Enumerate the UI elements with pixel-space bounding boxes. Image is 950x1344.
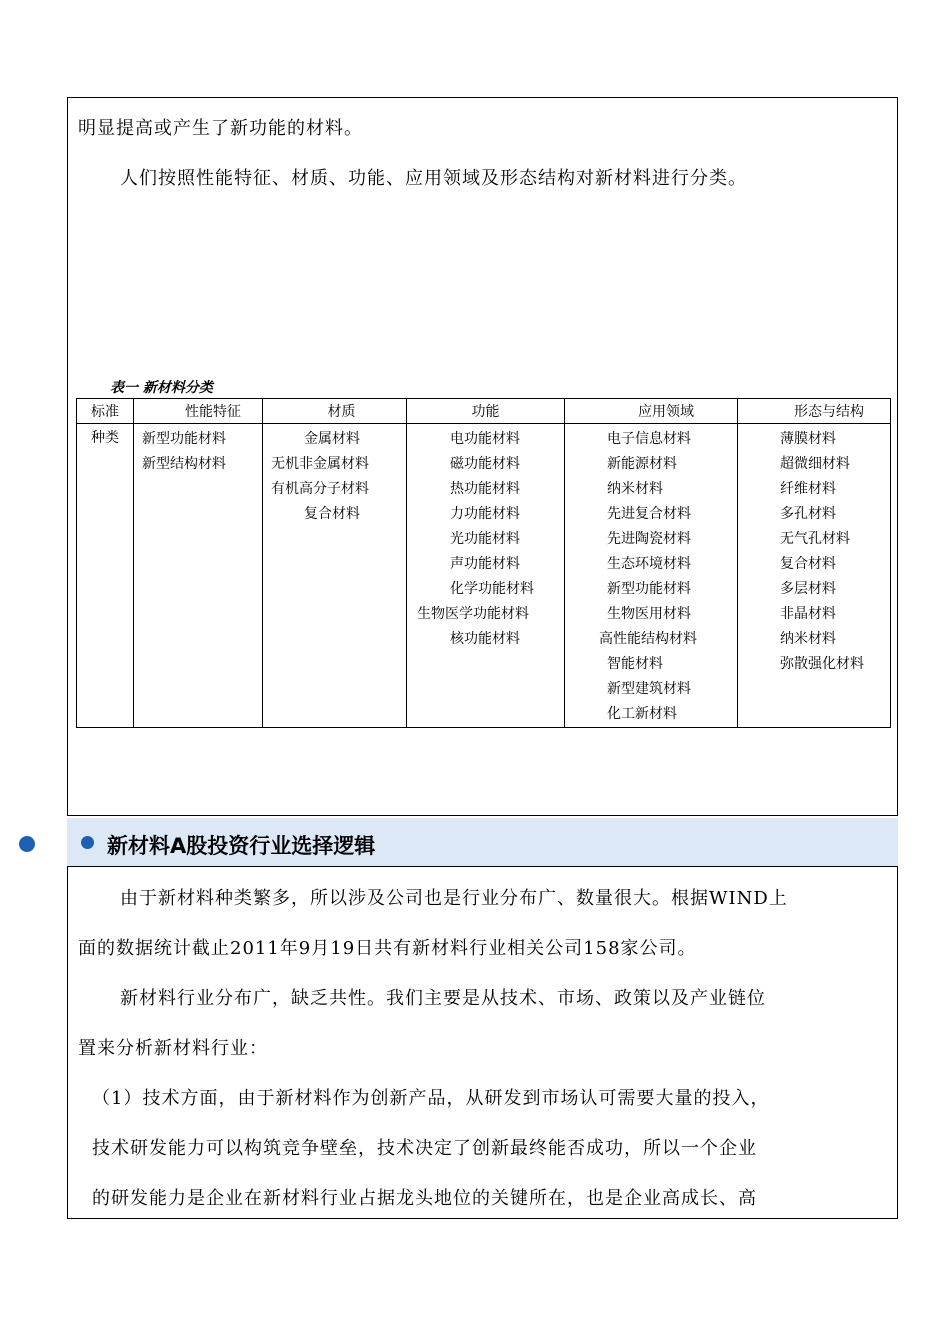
bullet-icon [81,836,94,849]
form-list [780,427,890,677]
list-item: 热功能材料 [450,481,520,497]
list-item: 高性能结构材料 [599,631,697,647]
list-item: 化工新材料 [607,706,677,722]
list-item: 弥散强化材料 [780,656,864,672]
material-list [271,427,406,527]
list-item: 新型结构材料 [142,456,226,472]
list-item: 多孔材料 [780,506,836,522]
body-line-3: 新材料行业分布广，缺乏共性。我们主要是从技术、市场、政策以及产业链位 [120,988,766,1009]
list-item: 新型功能材料 [607,581,691,597]
body-line-2: 面的数据统计截止2011年9月19日共有新材料行业相关公司158家公司。 [78,938,697,959]
header-application: 应用领域 [565,399,738,424]
header-performance: 性能特征 [134,399,263,424]
list-item: 磁功能材料 [450,456,520,472]
classification-table [76,398,891,728]
body-line-4: 置来分析新材料行业： [78,1038,268,1059]
list-item: 非晶材料 [780,606,836,622]
intro-line-1: 明显提高或产生了新功能的材料。 [78,118,363,139]
list-item: 光功能材料 [450,531,520,547]
list-item: 新型建筑材料 [607,681,691,697]
header-function: 功能 [407,399,565,424]
section-title: 新材料A股投资行业选择逻辑 [107,834,376,858]
list-item: 无气孔材料 [780,531,850,547]
list-item: 生物医用材料 [607,606,691,622]
list-item: 核功能材料 [450,631,520,647]
list-item: 纳米材料 [780,631,836,647]
list-item: 超微细材料 [780,456,850,472]
body-line-6: 技术研发能力可以构筑竞争壁垒，技术决定了创新最终能否成功，所以一个企业 [92,1138,757,1159]
list-item: 生态环境材料 [607,556,691,572]
list-item: 纤维材料 [780,481,836,497]
function-list [417,427,564,652]
section-header [67,818,898,866]
header-standard: 标准 [77,399,134,424]
header-form: 形态与结构 [738,399,891,424]
list-item: 生物医学功能材料 [417,606,529,622]
list-item: 多层材料 [780,581,836,597]
list-item: 先进复合材料 [607,506,691,522]
margin-bullet-icon [19,836,35,852]
body-line-7: 的研发能力是企业在新材料行业占据龙头地位的关键所在，也是企业高成长、高 [92,1188,757,1209]
list-item: 复合材料 [304,506,360,522]
row-label: 种类 [91,430,119,446]
performance-list [142,427,262,477]
list-item: 智能材料 [607,656,663,672]
list-item: 声功能材料 [450,556,520,572]
list-item: 新型功能材料 [142,431,226,447]
header-material: 材质 [263,399,407,424]
list-item: 金属材料 [304,431,360,447]
list-item: 新能源材料 [607,456,677,472]
table-caption: 表一 新材料分类 [110,380,213,396]
list-item: 力功能材料 [450,506,520,522]
list-item: 电功能材料 [450,431,520,447]
list-item: 化学功能材料 [450,581,534,597]
body-line-1: 由于新材料种类繁多，所以涉及公司也是行业分布广、数量很大。根据WIND上 [120,888,788,909]
list-item: 有机高分子材料 [271,481,369,497]
intro-line-2: 人们按照性能特征、材质、功能、应用领域及形态结构对新材料进行分类。 [120,168,747,189]
list-item: 纳米材料 [607,481,663,497]
list-item: 复合材料 [780,556,836,572]
body-line-5: （1）技术方面，由于新材料作为创新产品，从研发到市场认可需要大量的投入， [92,1088,770,1109]
application-list [599,427,737,727]
list-item: 无机非金属材料 [271,456,369,472]
list-item: 先进陶瓷材料 [607,531,691,547]
list-item: 薄膜材料 [780,431,836,447]
list-item: 电子信息材料 [607,431,691,447]
